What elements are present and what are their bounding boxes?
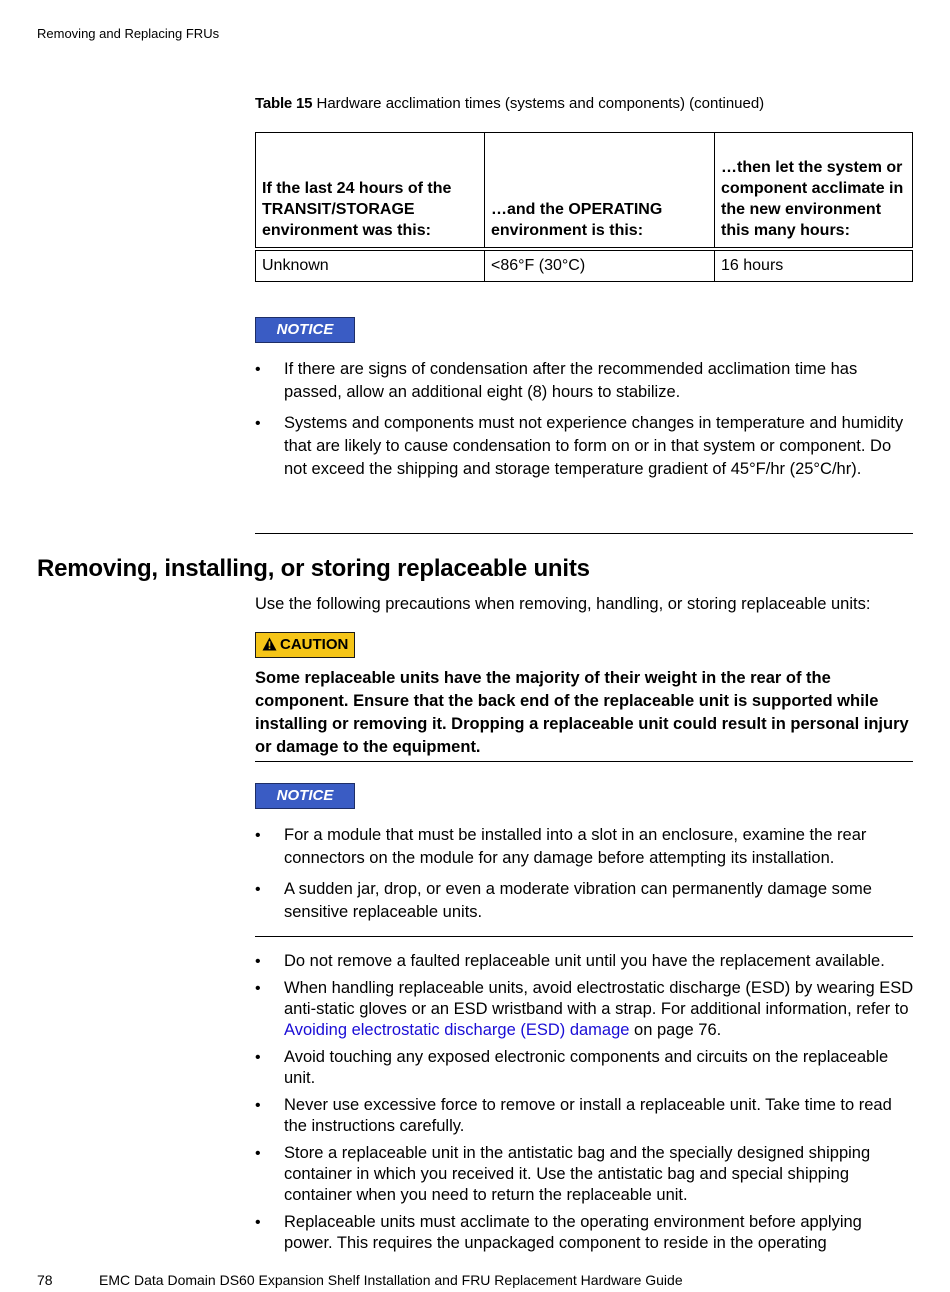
table-caption-text: Hardware acclimation times (systems and components) (continued) [316,95,765,112]
caution-label: CAUTION [280,636,349,653]
list-item-text: Systems and components must not experience changes in temperature and humidity that are likely to cause condensation to form on or in that system or component. Do not exceed the shipping and storage temperature gradient of 45°F/hr (25°C/hr). [284,414,904,478]
bullet-icon: • [255,1049,261,1066]
list-item-text: on page 76. [629,1021,722,1039]
caution-text: Some replaceable units have the majority of their weight in the rear of the component. Ensure that the back end of the replaceable unit is supported while installing or removing it. Dropping a replaceable unit could result in personal injury or damage to the equipment. [255,669,909,756]
notice-list [255,824,915,924]
list-item [255,951,915,972]
running-header: Removing and Replacing FRUs [37,26,220,41]
footer-title: EMC Data Domain DS60 Expansion Shelf Installation and FRU Replacement Hardware Guide [99,1272,683,1288]
list-item [255,978,915,1041]
table-cell: Unknown [256,249,485,282]
list-item [255,1212,915,1254]
page-number: 78 [37,1272,53,1288]
list-item-text: A sudden jar, drop, or even a moderate vibration can permanently damage some sensitive replaceable units. [284,880,872,921]
list-item [255,1047,915,1089]
table-caption-label: Table 15 [255,95,313,112]
bullet-icon: • [255,827,261,844]
esd-damage-link[interactable]: Avoiding electrostatic discharge (ESD) damage [284,1021,630,1039]
list-item-text: When handling replaceable units, avoid electrostatic discharge (ESD) by wearing ESD anti-static gloves or an ESD wristband with a strap. For additional information, refer to [284,979,914,1018]
table-header-row [256,133,913,249]
list-item-text: Replaceable units must acclimate to the operating environment before applying power. This requires the unpackaged component to reside in the operating [284,1213,862,1252]
table-cell: 16 hours [715,249,913,282]
bullet-icon: • [255,980,261,997]
divider [255,533,913,534]
notice-list [255,358,915,481]
section-heading: Removing, installing, or storing replaceable units [37,555,590,582]
warning-triangle-icon [262,635,277,658]
list-item [255,878,915,924]
list-item [255,1143,915,1206]
acclimation-table [255,132,913,282]
list-item [255,824,915,870]
list-item [255,358,915,404]
bullet-icon: • [255,1214,261,1231]
list-item [255,1095,915,1137]
list-item-text: Store a replaceable unit in the antistatic bag and the specially designed shipping container in which you received it. Use the antistatic bag and special shipping container when you need to return the replaceable unit. [284,1144,871,1204]
list-item [255,412,915,481]
bullet-icon: • [255,1145,261,1162]
list-item-text: If there are signs of condensation after the recommended acclimation time has passed, allow an additional eight (8) hours to stabilize. [284,360,858,401]
table-caption [255,95,764,112]
bullet-icon: • [255,361,261,378]
bullet-icon: • [255,415,261,432]
list-item-text: Never use excessive force to remove or install a replaceable unit. Take time to read the instructions carefully. [284,1096,892,1135]
column-header: …then let the system or component acclimate in the new environment this many hours: [715,133,913,249]
intro-text: Use the following precautions when removing, handling, or storing replaceable units: [255,595,871,613]
bullet-icon: • [255,953,261,970]
column-header: …and the OPERATING environment is this: [485,133,715,249]
divider [255,936,913,937]
table-cell: <86°F (30°C) [485,249,715,282]
column-header: If the last 24 hours of the TRANSIT/STORAGE environment was this: [256,133,485,249]
bullet-icon: • [255,881,261,898]
list-item-text: Avoid touching any exposed electronic components and circuits on the replaceable unit. [284,1048,889,1087]
notice-badge: NOTICE [255,317,355,343]
notice-badge: NOTICE [255,783,355,809]
table-row [256,249,913,282]
precautions-list [255,951,915,1254]
list-item-text: Do not remove a faulted replaceable unit until you have the replacement available. [284,952,885,970]
divider [255,761,913,762]
caution-badge [255,632,355,658]
bullet-icon: • [255,1097,261,1114]
list-item-text: For a module that must be installed into a slot in an enclosure, examine the rear connectors on the module for any damage before attempting its installation. [284,826,867,867]
